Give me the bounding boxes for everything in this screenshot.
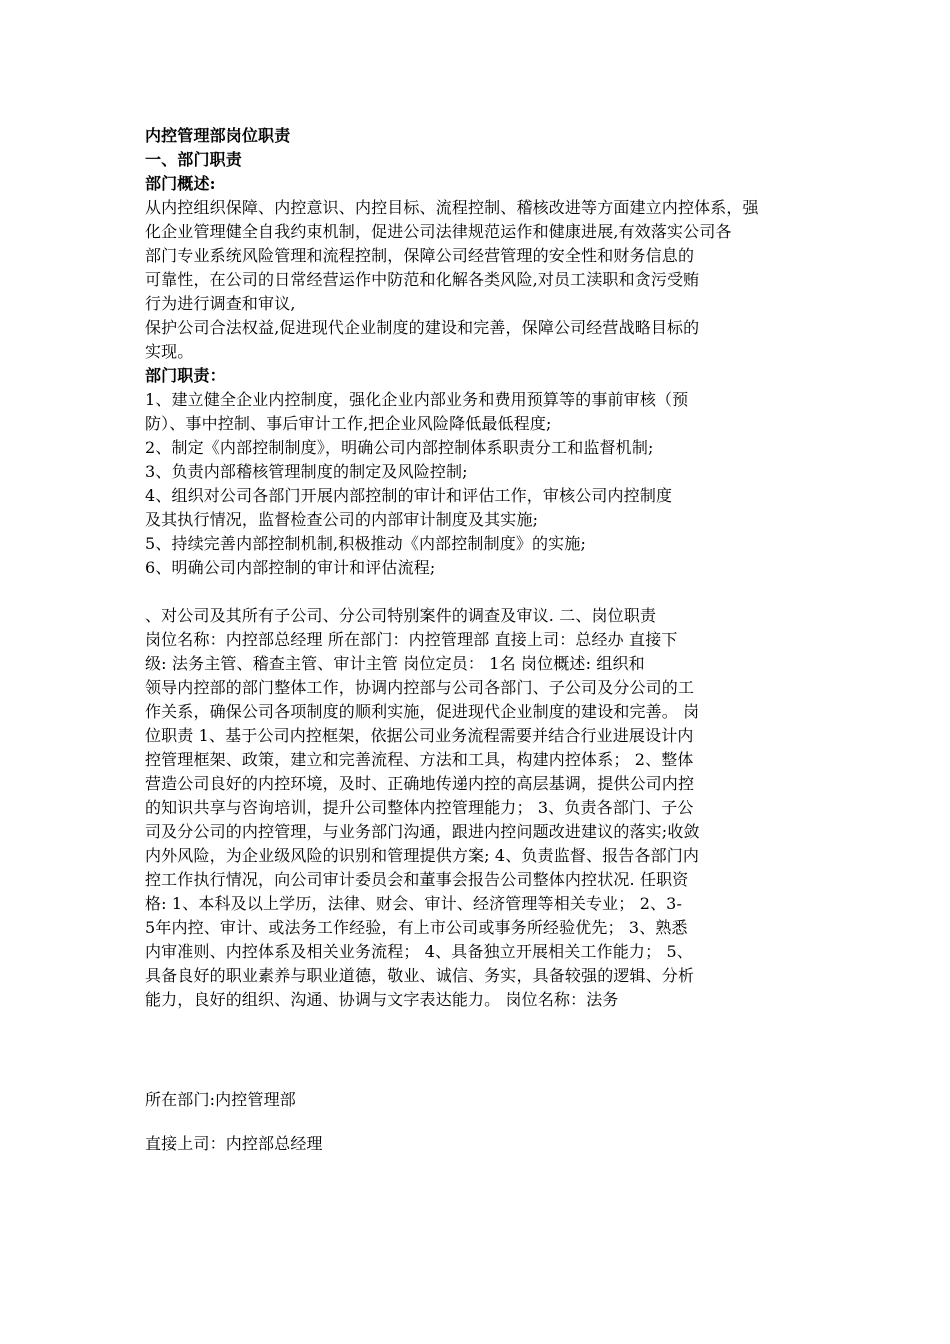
list-item: 4、组织对公司各部门开展内部控制的审计和评估工作，审核公司内控制度 (145, 486, 673, 505)
spacer (145, 1112, 810, 1132)
paragraph-line: 营造公司良好的内控环境，及时、正确地传递内控的高层基调，提供公司内控 (145, 774, 695, 793)
paragraph-line: 控管理框架、政策，建立和完善流程、方法和工具，构建内控体系； 2、整体 (145, 750, 694, 769)
paragraph-line: 5年内控、审计、或法务工作经验，有上市公司或事务所经验优先； 3、熟悉 (145, 918, 688, 937)
paragraph-line: 格: 1、本科及以上学历，法律、财会、审计、经济管理等相关专业； 2、3- (145, 894, 683, 913)
paragraph-line: 具备良好的职业素养与职业道德，敬业、诚信、务实，具备较强的逻辑、分析 (145, 966, 695, 985)
duties-heading: 部门职责： (145, 366, 226, 385)
paragraph-line: 化企业管理健全自我约束机制，促进公司法律规范运作和健康进展,有效落实公司各 (145, 222, 732, 241)
paragraph-line: 从内控组织保障、内控意识、内控目标、流程控制、稽核改进等方面建立内控体系，强 (145, 198, 759, 217)
paragraph-line: 、对公司及其所有子公司、分公司特别案件的调查及审议. 二、岗位职责 (145, 606, 657, 625)
paragraph-line: 级: 法务主管、稽查主管、审计主管 岗位定员： 1名 岗位概述: 组织和 (145, 654, 645, 673)
paragraph-line: 位职责 1、基于公司内控框架，依据公司业务流程需要并结合行业进展设计内 (145, 726, 694, 745)
list-item: 及其执行情况，监督检查公司的内部审计制度及其实施; (145, 510, 539, 529)
spacer (145, 1012, 810, 1088)
document-title: 内控管理部岗位职责 (145, 126, 291, 145)
paragraph-line: 作关系，确保公司各项制度的顺利实施，促进现代企业制度的建设和完善。 岗 (145, 702, 700, 721)
paragraph-line: 行为进行调查和审议, (145, 294, 296, 313)
department-line: 所在部门:内控管理部 (145, 1090, 296, 1109)
list-item: 防）、事中控制、事后审计工作,把企业风险降低最低程度; (145, 414, 552, 433)
list-item: 1、建立健全企业内控制度，强化企业内部业务和费用预算等的事前审核（预 (145, 390, 689, 409)
list-item: 3、负责内部稽核管理制度的制定及风险控制; (145, 462, 468, 481)
overview-paragraph (145, 196, 810, 364)
list-item: 6、明确公司内部控制的审计和评估流程; (145, 558, 436, 577)
paragraph-line: 内外风险，为企业级风险的识别和管理提供方案; 4、负责监督、报告各部门内 (145, 846, 700, 865)
supervisor-line: 直接上司：内控部总经理 (145, 1134, 323, 1153)
spacer (145, 580, 810, 604)
paragraph-line: 控工作执行情况，向公司审计委员会和董事会报告公司整体内控状况. 任职资 (145, 870, 689, 889)
paragraph-line: 能力，良好的组织、沟通、协调与文字表达能力。 岗位名称：法务 (145, 990, 619, 1009)
post-duties-paragraph (145, 604, 810, 1012)
paragraph-line: 司及分公司的内控管理，与业务部门沟通，跟进内控问题改进建议的落实;收敛 (145, 822, 700, 841)
paragraph-line: 领导内控部的部门整体工作，协调内控部与公司各部门、子公司及分公司的工 (145, 678, 695, 697)
duties-list (145, 388, 810, 580)
paragraph-line: 的知识共享与咨询培训，提升公司整体内控管理能力； 3、负责各部门、子公 (145, 798, 694, 817)
paragraph-line: 可靠性，在公司的日常经营运作中防范和化解各类风险,对员工渎职和贪污受贿 (145, 270, 700, 289)
section-heading-department-duties: 一、部门职责 (145, 150, 242, 169)
list-item: 2、制定《内部控制制度》，明确公司内部控制体系职责分工和监督机制; (145, 438, 654, 457)
paragraph-line: 岗位名称：内控部总经理 所在部门：内控管理部 直接上司：总经办 直接下 (145, 630, 678, 649)
paragraph-line: 保护公司合法权益,促进现代企业制度的建设和完善，保障公司经营战略目标的 (145, 318, 700, 337)
list-item: 5、持续完善内部控制机制,积极推动《内部控制制度》的实施; (145, 534, 587, 553)
overview-heading: 部门概述: (145, 174, 216, 193)
document-page (145, 124, 810, 1156)
paragraph-line: 实现。 (145, 342, 194, 361)
paragraph-line: 部门专业系统风险管理和流程控制，保障公司经营管理的安全性和财务信息的 (145, 246, 695, 265)
paragraph-line: 内审准则、内控体系及相关业务流程； 4、具备独立开展相关工作能力； 5、 (145, 942, 693, 961)
